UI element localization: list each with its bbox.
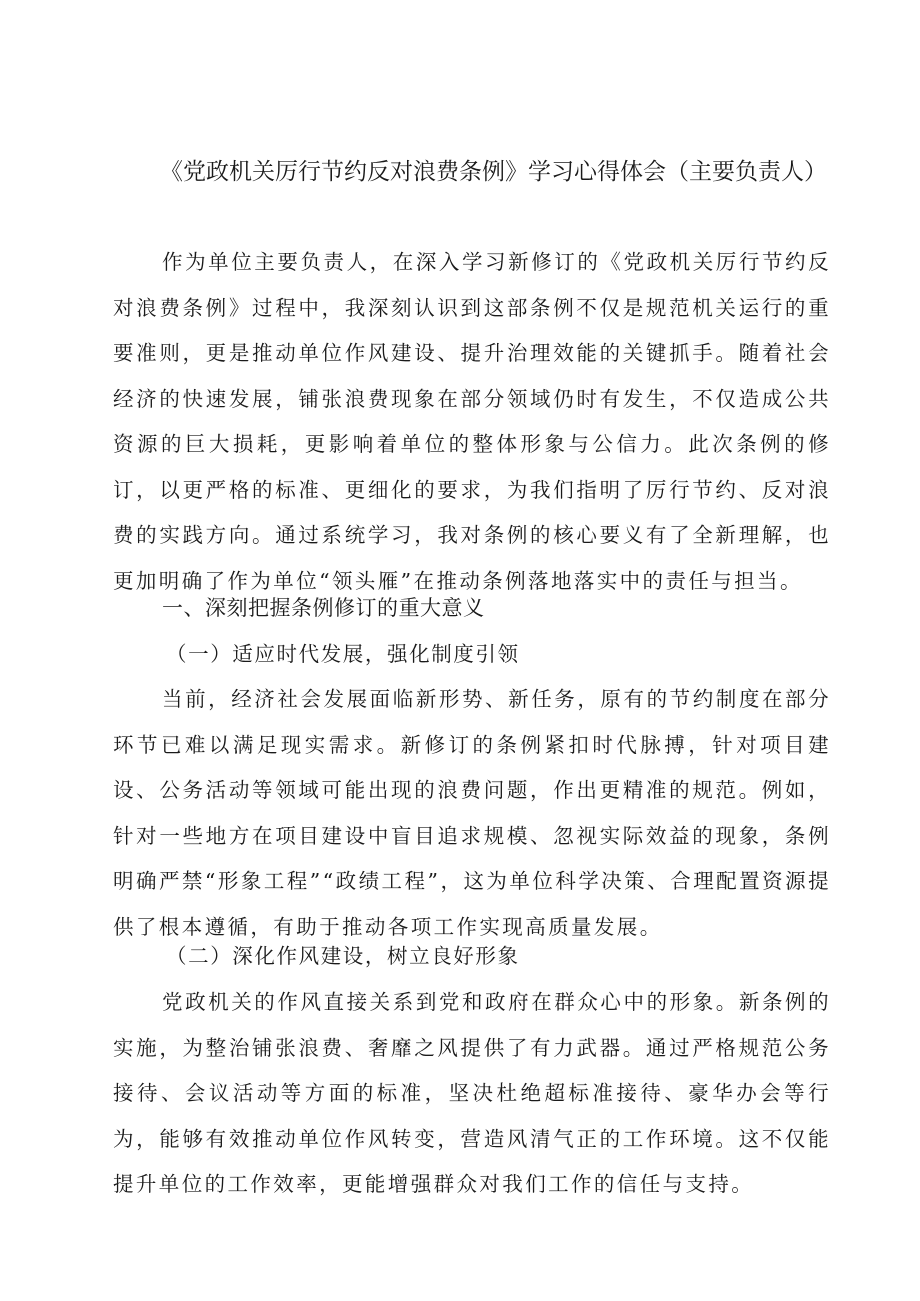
subsection-2-paragraph: 党政机关的作风直接关系到党和政府在群众心中的形象。新条例的实施，为整治铺张浪费、奢靡之风提供了有力武器。通过严格规范公务接待、会议活动等方面的标准，坚决杜绝超标准接待、豪华办会等行为，能够有效推动单位作风转变，营造风清气正的工作环境。这不仅能提升单位的工作效率，更能增强群众对我们工作的信任与支持。 (113, 990, 831, 1196)
document-title: 《党政机关厉行节约反对浪费条例》学习心得体会（主要负责人） (160, 159, 827, 185)
subsection-2-heading: （二）深化作风建设，树立良好形象 (166, 944, 520, 968)
subsection-1-paragraph: 当前，经济社会发展面临新形势、新任务，原有的节约制度在部分环节已难以满足现实需求。新修订的条例紧扣时代脉搏，针对项目建设、公务活动等领域可能出现的浪费问题，作出更精准的规范。例如，针对一些地方在项目建设中盲目追求规模、忽视实际效益的现象，条例明确严禁“形象工程”“政绩工程”，这为单位科学决策、合理配置资源提供了根本遵循，有助于推动各项工作实现高质量发展。 (113, 687, 831, 939)
intro-paragraph: 作为单位主要负责人，在深入学习新修订的《党政机关厉行节约反对浪费条例》过程中，我深刻认识到这部条例不仅是规范机关运行的重要准则，更是推动单位作风建设、提升治理效能的关键抓手。随着社会经济的快速发展，铺张浪费现象在部分领域仍时有发生，不仅造成公共资源的巨大损耗，更影响着单位的整体形象与公信力。此次条例的修订，以更严格的标准、更细化的要求，为我们指明了厉行节约、反对浪费的实践方向。通过系统学习，我对条例的核心要义有了全新理解，也更加明确了作为单位“领头雁”在推动条例落地落实中的责任与担当。 (113, 250, 831, 593)
section-1-heading: 一、深刻把握条例修订的重大意义 (162, 596, 485, 620)
subsection-1-heading: （一）适应时代发展，强化制度引领 (166, 642, 520, 666)
